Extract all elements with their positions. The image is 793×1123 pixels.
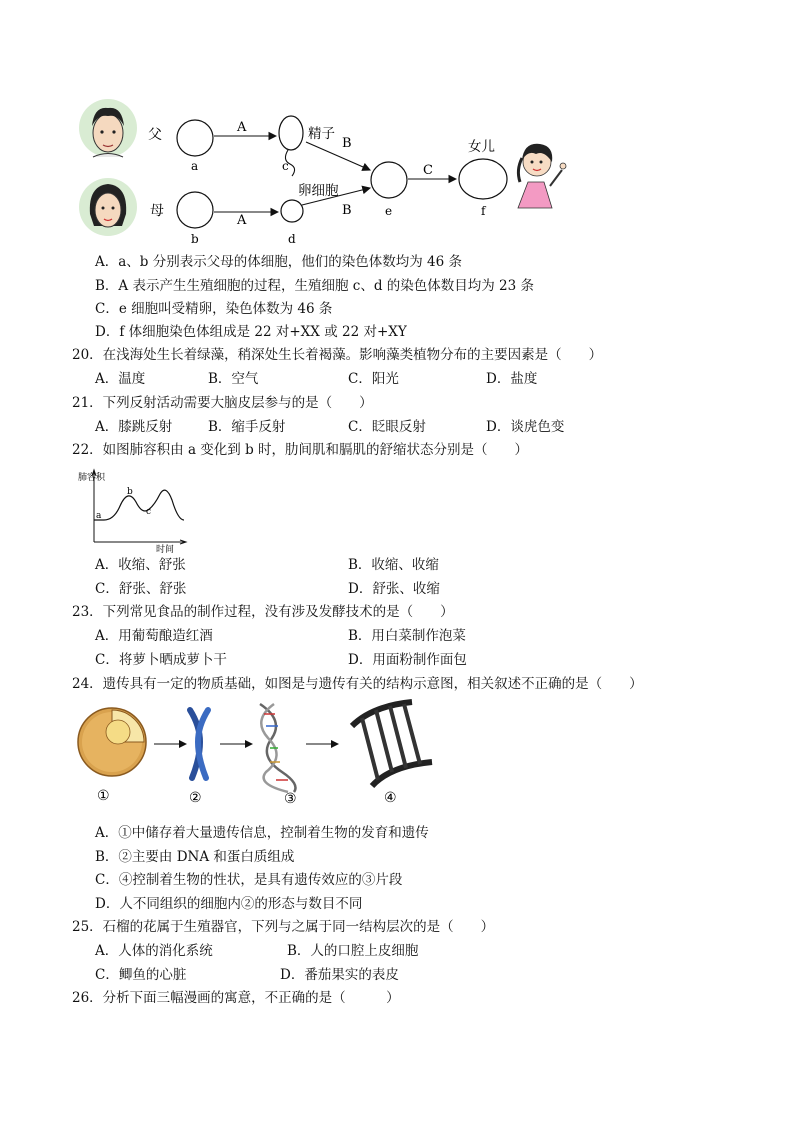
q25-option-b: B．人的口腔上皮细胞 [287, 943, 419, 959]
sperm-label: 精子 [308, 126, 335, 142]
q20-stem: 20．在浅海处生长着绿藻，稍深处生长着褐藻。影响藻类植物分布的主要因素是（ ） [72, 347, 603, 363]
q23-option-d: D．用面粉制作面包 [348, 652, 467, 668]
cell-d-egg [281, 200, 303, 222]
daughter-cartoon [518, 144, 566, 208]
cell-f [459, 159, 507, 199]
daughter-label: 女儿 [468, 139, 495, 155]
q23-option-c: C．将萝卜晒成萝卜干 [95, 652, 227, 668]
q20-option-d: D．盐度 [486, 371, 538, 387]
graph-xlabel: 时间 [156, 545, 175, 554]
dna-helix-icon [260, 704, 296, 792]
figure-label-3: ③ [284, 791, 297, 807]
q20-option-c: C．阳光 [348, 371, 399, 387]
figure-label-2: ② [189, 790, 202, 806]
q25-option-c: C．鲫鱼的心脏 [95, 967, 187, 983]
arrow-B-label-2: B [342, 203, 352, 218]
q24-option-c: C．④控制着生物的性状，是具有遗传效应的③片段 [95, 872, 403, 888]
graph-point-b: b [127, 487, 133, 497]
q25-option-a: A．人体的消化系统 [95, 943, 213, 959]
chromosome-icon [190, 710, 208, 778]
arrow-A-label: A [237, 120, 247, 135]
figure-label-4: ④ [384, 790, 397, 806]
q23-stem: 23．下列常见食品的制作过程，没有涉及发酵技术的是（ ） [72, 604, 454, 620]
cell-e-zygote [371, 162, 407, 198]
q21-option-d: D．谈虎色变 [486, 419, 565, 435]
lung-volume-curve [94, 490, 184, 520]
cell-a [177, 120, 213, 156]
q23-option-b: B．用白菜制作泡菜 [348, 628, 466, 644]
label-b: b [191, 232, 199, 246]
cell-b [177, 192, 213, 228]
graph-point-a: a [96, 511, 102, 521]
q26-stem: 26．分析下面三幅漫画的寓意，不正确的是（ ） [72, 990, 400, 1006]
q19-option-a: A．a、b 分别表示父母的体细胞，他们的染色体数均为 46 条 [95, 254, 462, 270]
father-label: 父 [148, 127, 162, 143]
q24-option-d: D．人不同组织的细胞内②的形态与数目不同 [95, 896, 363, 912]
label-f: f [481, 204, 486, 218]
arrow-A-label-2: A [237, 213, 247, 228]
q21-stem: 21．下列反射活动需要大脑皮层参与的是（ ） [72, 395, 373, 411]
arrow-B-sperm [306, 142, 370, 170]
mother-portrait [79, 178, 137, 236]
label-e: e [385, 204, 393, 218]
q24-option-a: A．①中储存着大量遗传信息，控制着生物的发育和遗传 [95, 825, 429, 841]
heredity-structure-figure [72, 696, 452, 816]
q21-option-c: C．眨眼反射 [348, 419, 426, 435]
q24-stem: 24．遗传具有一定的物质基础，如图是与遗传有关的结构示意图，相关叙述不正确的是（ ） [72, 676, 643, 692]
label-d: d [288, 232, 296, 246]
arrow-C-label: C [423, 163, 433, 178]
q22-option-d: D．舒张、收缩 [348, 581, 440, 597]
arrow-B-label: B [342, 136, 352, 151]
figure-label-1: ① [97, 788, 110, 804]
father-portrait [79, 99, 137, 157]
q24-option-b: B．②主要由 DNA 和蛋白质组成 [95, 849, 295, 865]
q21-option-b: B．缩手反射 [208, 419, 286, 435]
cell-icon [78, 708, 146, 776]
reproduction-diagram [0, 0, 793, 250]
q19-option-d: D．f 体细胞染色体组成是 22 对+XX 或 22 对+XY [95, 324, 407, 340]
q20-option-b: B．空气 [208, 371, 259, 387]
q20-option-a: A．温度 [95, 371, 146, 387]
cell-c-sperm [279, 116, 303, 150]
q22-option-c: C．舒张、舒张 [95, 581, 187, 597]
q22-option-a: A．收缩、舒张 [95, 557, 186, 573]
q22-option-b: B．收缩、收缩 [348, 557, 439, 573]
q21-option-a: A．膝跳反射 [95, 419, 173, 435]
lung-volume-graph [72, 462, 192, 554]
q22-stem: 22．如图肺容积由 a 变化到 b 时，肋间肌和膈肌的舒缩状态分别是（ ） [72, 442, 529, 458]
mother-label: 母 [150, 203, 164, 219]
graph-point-c: c [146, 507, 152, 517]
q19-option-b: B．A 表示产生生殖细胞的过程，生殖细胞 c、d 的染色体数目均为 23 条 [95, 278, 535, 294]
gene-ladder-icon [352, 702, 432, 786]
label-a: a [191, 159, 199, 173]
q19-option-c: C．e 细胞叫受精卵，染色体数为 46 条 [95, 301, 333, 317]
q25-stem: 25．石榴的花属于生殖器官，下列与之属于同一结构层次的是（ ） [72, 919, 495, 935]
q25-option-d: D．番茄果实的表皮 [280, 967, 399, 983]
graph-ylabel [78, 471, 106, 483]
graph-ylabel-text: 肺容积 [78, 473, 106, 483]
label-c: c [282, 159, 289, 173]
egg-label: 卵细胞 [298, 183, 339, 199]
q23-option-a: A．用葡萄酿造红酒 [95, 628, 213, 644]
